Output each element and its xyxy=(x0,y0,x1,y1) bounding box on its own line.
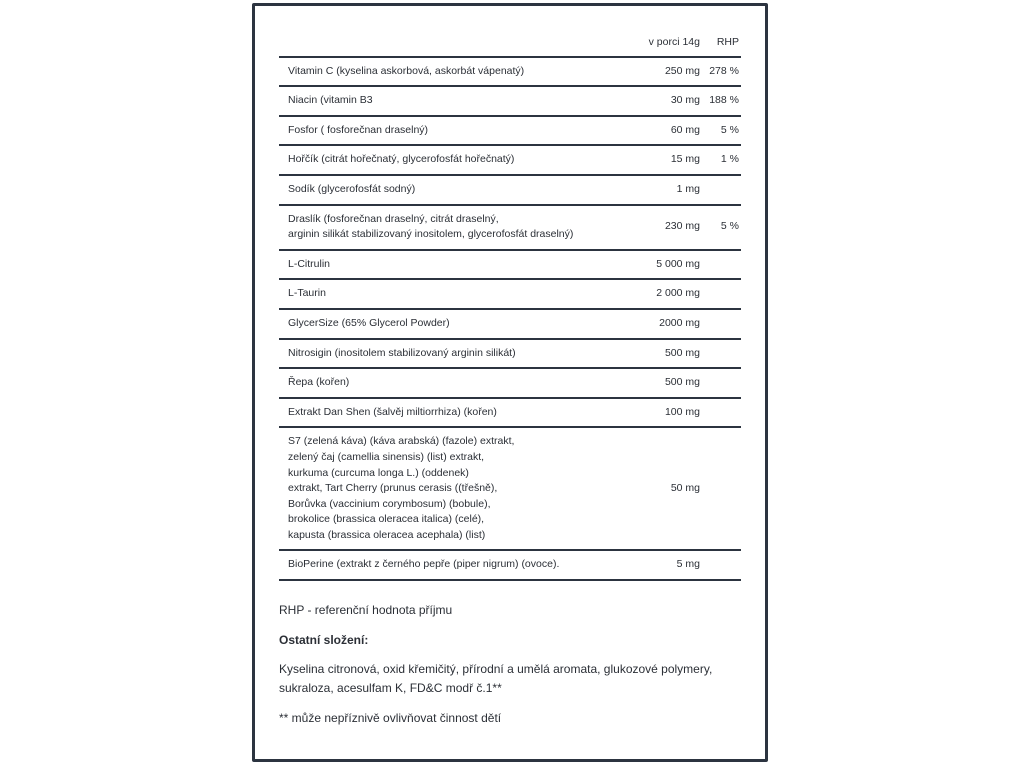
ingredient-name xyxy=(279,279,618,309)
ingredient-name-line: Niacin (vitamin B3 xyxy=(288,94,373,107)
ingredient-amount: 250 mg xyxy=(618,57,700,87)
ingredient-name xyxy=(279,368,618,398)
ingredient-name-line: L-Taurin xyxy=(288,287,326,300)
table-row xyxy=(279,175,741,205)
ingredient-name-line: Fosfor ( fosforečnan draselný) xyxy=(288,123,429,136)
table-row xyxy=(279,250,741,280)
ingredient-rhp: 1 % xyxy=(700,145,741,175)
ingredient-rhp: 278 % xyxy=(700,57,741,87)
ingredient-name xyxy=(279,175,618,205)
warning-note: ** může nepříznivě ovlivňovat činnost dětí xyxy=(279,711,502,725)
ingredient-amount: 1 mg xyxy=(618,175,700,205)
header-rhp: RHP xyxy=(700,32,741,57)
ingredient-name-line: Řepa (kořen) xyxy=(288,376,350,389)
ingredient-name-line: Vitamin C (kyselina askorbová, askorbát vápenatý) xyxy=(288,64,525,77)
ingredient-name-line: S7 (zelená káva) (káva arabská) (fazole) extrakt, xyxy=(288,435,515,448)
ingredient-amount: 5 000 mg xyxy=(618,250,700,280)
notes-section xyxy=(279,601,749,728)
table-row xyxy=(279,57,741,87)
table-row xyxy=(279,145,741,175)
table-row xyxy=(279,205,741,250)
other-ingredients-text xyxy=(279,660,749,698)
ingredient-rhp xyxy=(700,368,741,398)
table-row xyxy=(279,398,741,428)
ingredient-name xyxy=(279,309,618,339)
ingredient-name-line: kapusta (brassica oleracea acephala) (list) xyxy=(288,528,486,541)
ingredient-name-line: GlycerSize (65% Glycerol Powder) xyxy=(288,316,450,329)
ingredient-name-line: Nitrosigin (inositolem stabilizovaný arginin silikát) xyxy=(288,346,516,359)
ingredient-rhp xyxy=(700,175,741,205)
ingredient-name-line: zelený čaj (camellia sinensis) (list) extrakt, xyxy=(288,450,485,463)
table-body xyxy=(279,57,741,580)
ingredient-rhp xyxy=(700,339,741,369)
ingredient-name-line: Sodík (glycerofosfát sodný) xyxy=(288,182,416,195)
ingredient-rhp xyxy=(700,250,741,280)
ingredient-name-line: Draslík (fosforečnan draselný, citrát draselný, xyxy=(288,212,499,225)
table-row xyxy=(279,309,741,339)
table-row xyxy=(279,116,741,146)
ingredient-name xyxy=(279,398,618,428)
ingredient-rhp xyxy=(700,427,741,550)
ingredient-rhp: 5 % xyxy=(700,116,741,146)
ingredient-rhp xyxy=(700,550,741,580)
ingredient-name-line: BioPerine (extrakt z černého pepře (piper nigrum) (ovoce). xyxy=(288,558,560,571)
table-header xyxy=(279,32,741,57)
table-row xyxy=(279,368,741,398)
other-ingredients-line: Kyselina citronová, oxid křemičitý, přírodní a umělá aromata, glukozové polymery, xyxy=(279,662,713,676)
ingredient-rhp xyxy=(700,279,741,309)
table-row xyxy=(279,86,741,116)
nutrition-table-wrapper xyxy=(279,32,741,581)
ingredient-rhp xyxy=(700,309,741,339)
header-per-portion: v porci 14g xyxy=(618,32,700,57)
label-panel xyxy=(252,3,768,762)
ingredient-name xyxy=(279,205,618,250)
ingredient-rhp: 188 % xyxy=(700,86,741,116)
ingredient-amount: 30 mg xyxy=(618,86,700,116)
ingredient-name xyxy=(279,145,618,175)
ingredient-amount: 2 000 mg xyxy=(618,279,700,309)
ingredient-amount: 50 mg xyxy=(618,427,700,550)
ingredient-name xyxy=(279,86,618,116)
ingredient-amount: 100 mg xyxy=(618,398,700,428)
ingredient-name-line: Extrakt Dan Shen (šalvěj miltiorrhiza) (kořen) xyxy=(288,405,497,418)
ingredient-name xyxy=(279,116,618,146)
ingredient-rhp: 5 % xyxy=(700,205,741,250)
table-row xyxy=(279,339,741,369)
nutrition-table xyxy=(279,32,741,581)
ingredient-name-line: arginin silikát stabilizovaný inositolem, glycerofosfát draselný) xyxy=(288,228,574,241)
other-ingredients-heading: Ostatní složení: xyxy=(279,633,369,647)
ingredient-name xyxy=(279,550,618,580)
ingredient-name xyxy=(279,427,618,550)
ingredient-name-line: extrakt, Tart Cherry (prunus cerasis ((třešně), xyxy=(288,482,498,495)
ingredient-amount: 2000 mg xyxy=(618,309,700,339)
other-ingredients-line: sukraloza, acesulfam K, FD&C modř č.1** xyxy=(279,681,502,695)
ingredient-name-line: kurkuma (curcuma longa L.) (oddenek) xyxy=(288,466,469,479)
ingredient-amount: 5 mg xyxy=(618,550,700,580)
header-name xyxy=(279,32,618,57)
table-row xyxy=(279,427,741,550)
ingredient-name-line: Hořčík (citrát hořečnatý, glycerofosfát hořečnatý) xyxy=(288,153,515,166)
ingredient-amount: 500 mg xyxy=(618,339,700,369)
ingredient-name xyxy=(279,250,618,280)
table-row xyxy=(279,550,741,580)
ingredient-name-line: brokolice (brassica oleracea italica) (celé), xyxy=(288,513,485,526)
ingredient-amount: 230 mg xyxy=(618,205,700,250)
table-row xyxy=(279,279,741,309)
ingredient-amount: 60 mg xyxy=(618,116,700,146)
ingredient-amount: 500 mg xyxy=(618,368,700,398)
ingredient-name xyxy=(279,339,618,369)
ingredient-name-line: Borůvka (vaccinium corymbosum) (bobule), xyxy=(288,497,491,510)
ingredient-rhp xyxy=(700,398,741,428)
ingredient-amount: 15 mg xyxy=(618,145,700,175)
ingredient-name-line: L-Citrulin xyxy=(288,257,331,270)
rhp-legend: RHP - referenční hodnota příjmu xyxy=(279,603,453,617)
header-row xyxy=(279,32,741,57)
ingredient-name xyxy=(279,57,618,87)
